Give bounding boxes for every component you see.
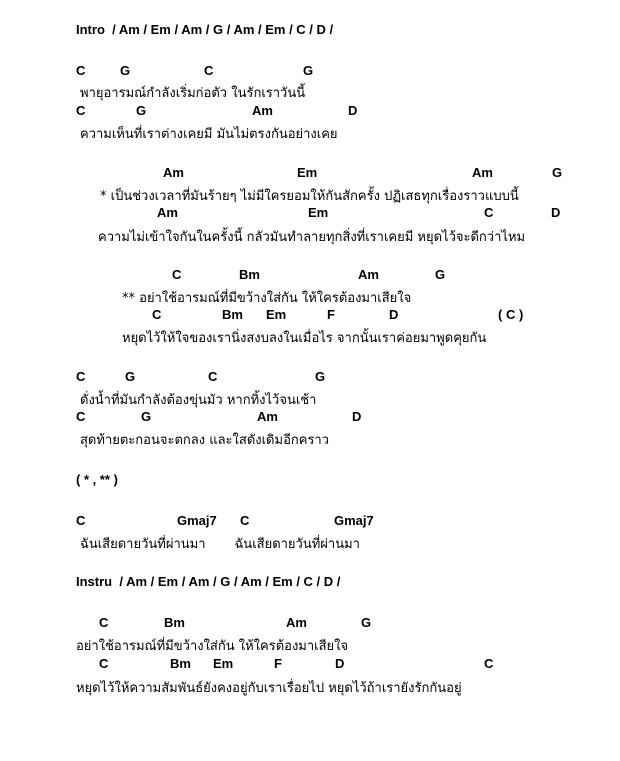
chorus-lyric-2: หยุดไว้ให้ใจของเรานิ่งสงบลงในเมื่อไร จากนั้นเราค่อยมาพูดคุยกัน: [122, 331, 487, 346]
pre-chorus-lyric-2: ความไม่เข้าใจกันในครั้งนี้ กลัวมันทำลายทุกสิ่งที่เราเคยมี หยุดไว้จะดีกว่าไหม: [98, 230, 526, 245]
chord: C: [76, 409, 86, 424]
chord: Bm: [164, 615, 185, 630]
chord: G: [361, 615, 372, 630]
chord: G: [141, 409, 152, 424]
pre-chorus-lyric-1: * เป็นช่วงเวลาที่มันร้ายๆ ไม่มีใครยอมให้กันสักครั้ง ปฏิเสธทุกเรื่องราวแบบนี้: [100, 189, 519, 204]
chord: C: [152, 307, 162, 322]
chord: Em: [213, 656, 234, 671]
chord: D: [389, 307, 399, 322]
chord: Em: [266, 307, 287, 322]
chord: C: [76, 513, 86, 528]
chord: Bm: [239, 267, 260, 282]
chord: C: [99, 615, 109, 630]
chord: G: [435, 267, 446, 282]
chord: C: [76, 103, 86, 118]
chord: Am: [472, 165, 493, 180]
outro-lyric-2: หยุดไว้ให้ความสัมพันธ์ยังคงอยู่กับเราเรื่อยไป หยุดไว้ถ้าเรายังรักกันอยู่: [76, 681, 462, 696]
chord: Am: [163, 165, 184, 180]
chord: F: [274, 656, 282, 671]
chord: D: [551, 205, 561, 220]
chord: ( C ): [498, 307, 524, 322]
chord: C: [484, 205, 494, 220]
chord: F: [327, 307, 335, 322]
chord: Am: [252, 103, 273, 118]
chord: D: [352, 409, 362, 424]
chord: C: [172, 267, 182, 282]
chord: G: [303, 63, 314, 78]
verse1-lyric-1: พายุอารมณ์กำลังเริ่มก่อตัว ในรักเราวันนี้: [80, 86, 306, 101]
verse1-lyric-2: ความเห็นที่เราต่างเคยมี มันไม่ตรงกันอย่างเคย: [80, 127, 338, 142]
chord: C: [204, 63, 214, 78]
chord: Am: [358, 267, 379, 282]
chord: G: [125, 369, 136, 384]
bridge-lyric: ฉันเสียดายวันที่ผ่านมา ฉันเสียดายวันที่ผ่านมา: [80, 537, 360, 552]
chord: Am: [157, 205, 178, 220]
intro-line: Intro / Am / Em / Am / G / Am / Em / C / D /: [76, 22, 334, 37]
chord: C: [99, 656, 109, 671]
verse2-lyric-1: ดั่งน้ำที่มันกำลังต้องขุ่นมัว หากทิ้งไว้จนเช้า: [80, 393, 317, 408]
chord: D: [348, 103, 358, 118]
outro-lyric-1: อย่าใช้อารมณ์ที่มีขว้างใส่กัน ให้ใครต้องมาเสียใจ: [76, 639, 349, 654]
chord: C: [240, 513, 250, 528]
instru-line: Instru / Am / Em / Am / G / Am / Em / C / D /: [76, 574, 341, 589]
chord: G: [120, 63, 131, 78]
chord: Gmaj7: [334, 513, 374, 528]
chord: G: [136, 103, 147, 118]
chord: Bm: [222, 307, 243, 322]
chord: C: [76, 369, 86, 384]
chord: Bm: [170, 656, 191, 671]
verse2-lyric-2: สุดท้ายตะกอนจะตกลง และใสดังเดิมอีกคราว: [80, 433, 330, 448]
chorus-lyric-1: ** อย่าใช้อารมณ์ที่มีขว้างใส่กัน ให้ใครต้องมาเสียใจ: [122, 291, 412, 306]
chord: C: [208, 369, 218, 384]
chord: D: [335, 656, 345, 671]
chord: G: [315, 369, 326, 384]
chord: G: [552, 165, 563, 180]
chord: Em: [308, 205, 329, 220]
repeat-marker: ( * , ** ): [76, 472, 118, 487]
chord: C: [76, 63, 86, 78]
chord: Am: [257, 409, 278, 424]
chord: C: [484, 656, 494, 671]
chord: Em: [297, 165, 318, 180]
chord: Gmaj7: [177, 513, 217, 528]
chord: Am: [286, 615, 307, 630]
